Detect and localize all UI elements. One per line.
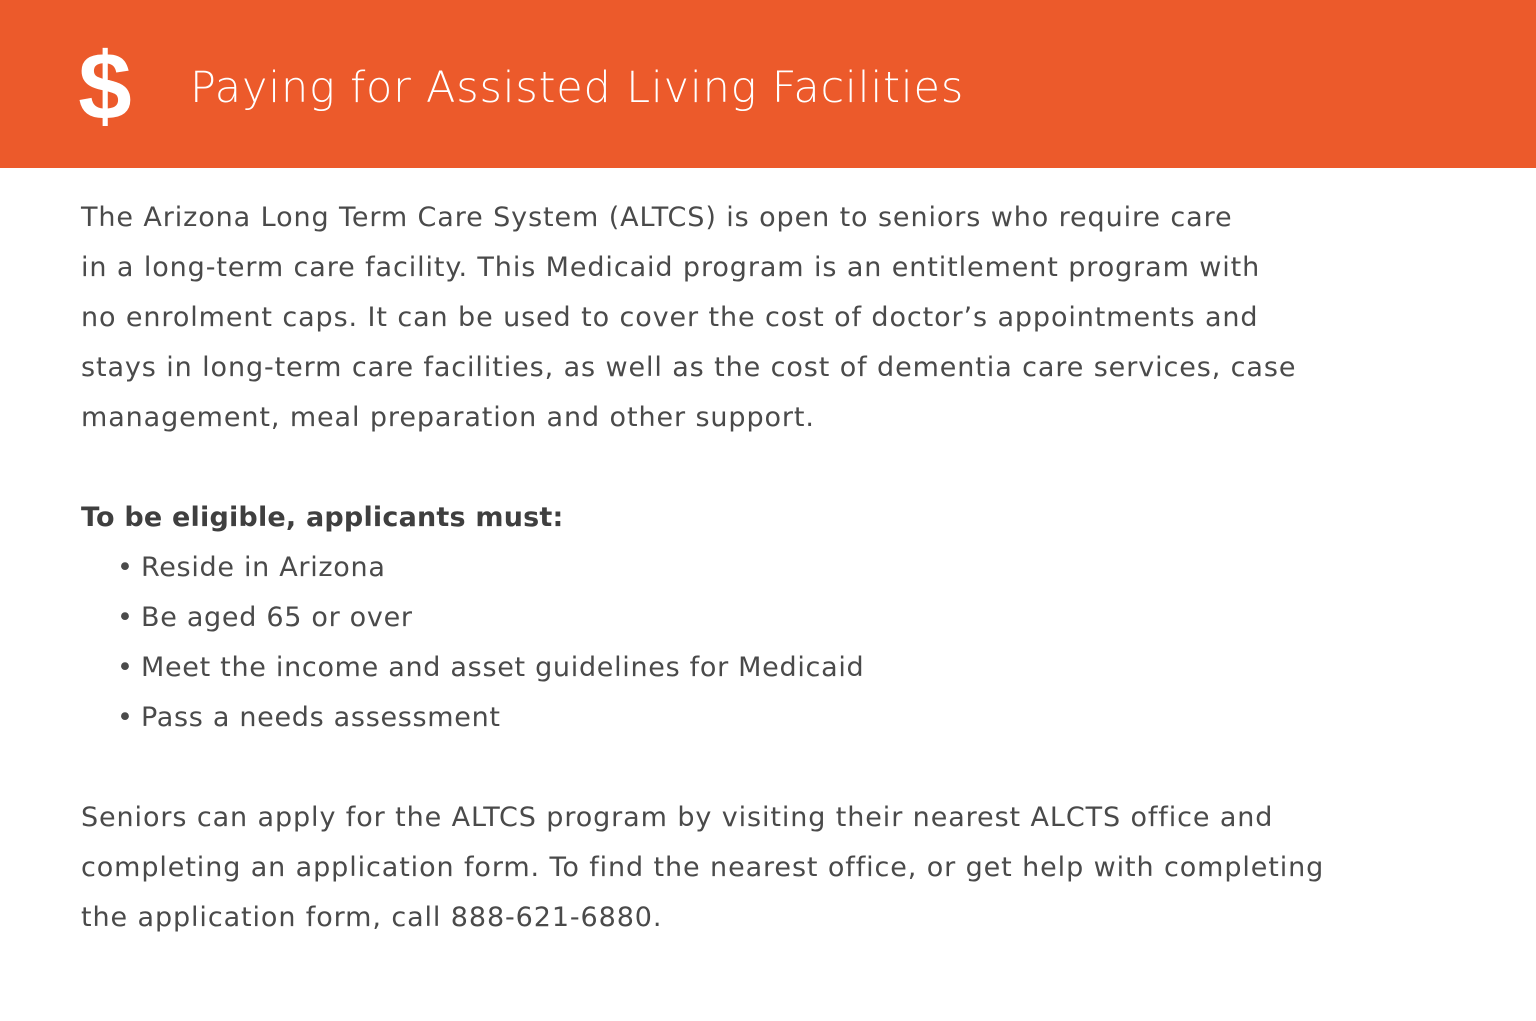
dollar-sign-icon: $ — [78, 33, 132, 140]
intro-line: in a long-term care facility. This Medicaid program is an entitlement program with — [81, 252, 1261, 283]
page-title: Paying for Assisted Living Facilities — [190, 63, 965, 113]
intro-line: stays in long-term care facilities, as well as the cost of dementia care services, case — [81, 352, 1297, 383]
list-item-text: Pass a needs assessment — [141, 702, 501, 733]
list-item — [117, 593, 1461, 643]
bullet-icon: • — [117, 652, 134, 683]
list-item — [117, 693, 1461, 743]
eligibility-heading: To be eligible, applicants must: — [81, 502, 564, 533]
apply-line: the application form, call 888-621-6880. — [81, 902, 663, 933]
spacer — [81, 743, 1461, 793]
spacer — [81, 443, 1461, 493]
intro-line: management, meal preparation and other support. — [81, 402, 815, 433]
bullet-icon: • — [117, 552, 134, 583]
bullet-icon: • — [117, 702, 134, 733]
list-item — [117, 643, 1461, 693]
list-item — [117, 543, 1461, 593]
bullet-icon: • — [117, 602, 134, 633]
list-item-text: Reside in Arizona — [141, 552, 386, 583]
header-banner — [0, 0, 1536, 168]
intro-line: no enrolment caps. It can be used to cover the cost of doctor’s appointments and — [81, 302, 1259, 333]
list-item-text: Be aged 65 or over — [141, 602, 413, 633]
apply-paragraph — [81, 793, 1461, 943]
content-body — [81, 193, 1461, 943]
eligibility-list — [81, 543, 1461, 743]
list-item-text: Meet the income and asset guidelines for Medicaid — [141, 652, 865, 683]
intro-line: The Arizona Long Term Care System (ALTCS) is open to seniors who require care — [81, 202, 1233, 233]
apply-line: Seniors can apply for the ALTCS program by visiting their nearest ALCTS office and — [81, 802, 1274, 833]
intro-paragraph — [81, 193, 1461, 443]
apply-line: completing an application form. To find the nearest office, or get help with completing — [81, 852, 1325, 883]
